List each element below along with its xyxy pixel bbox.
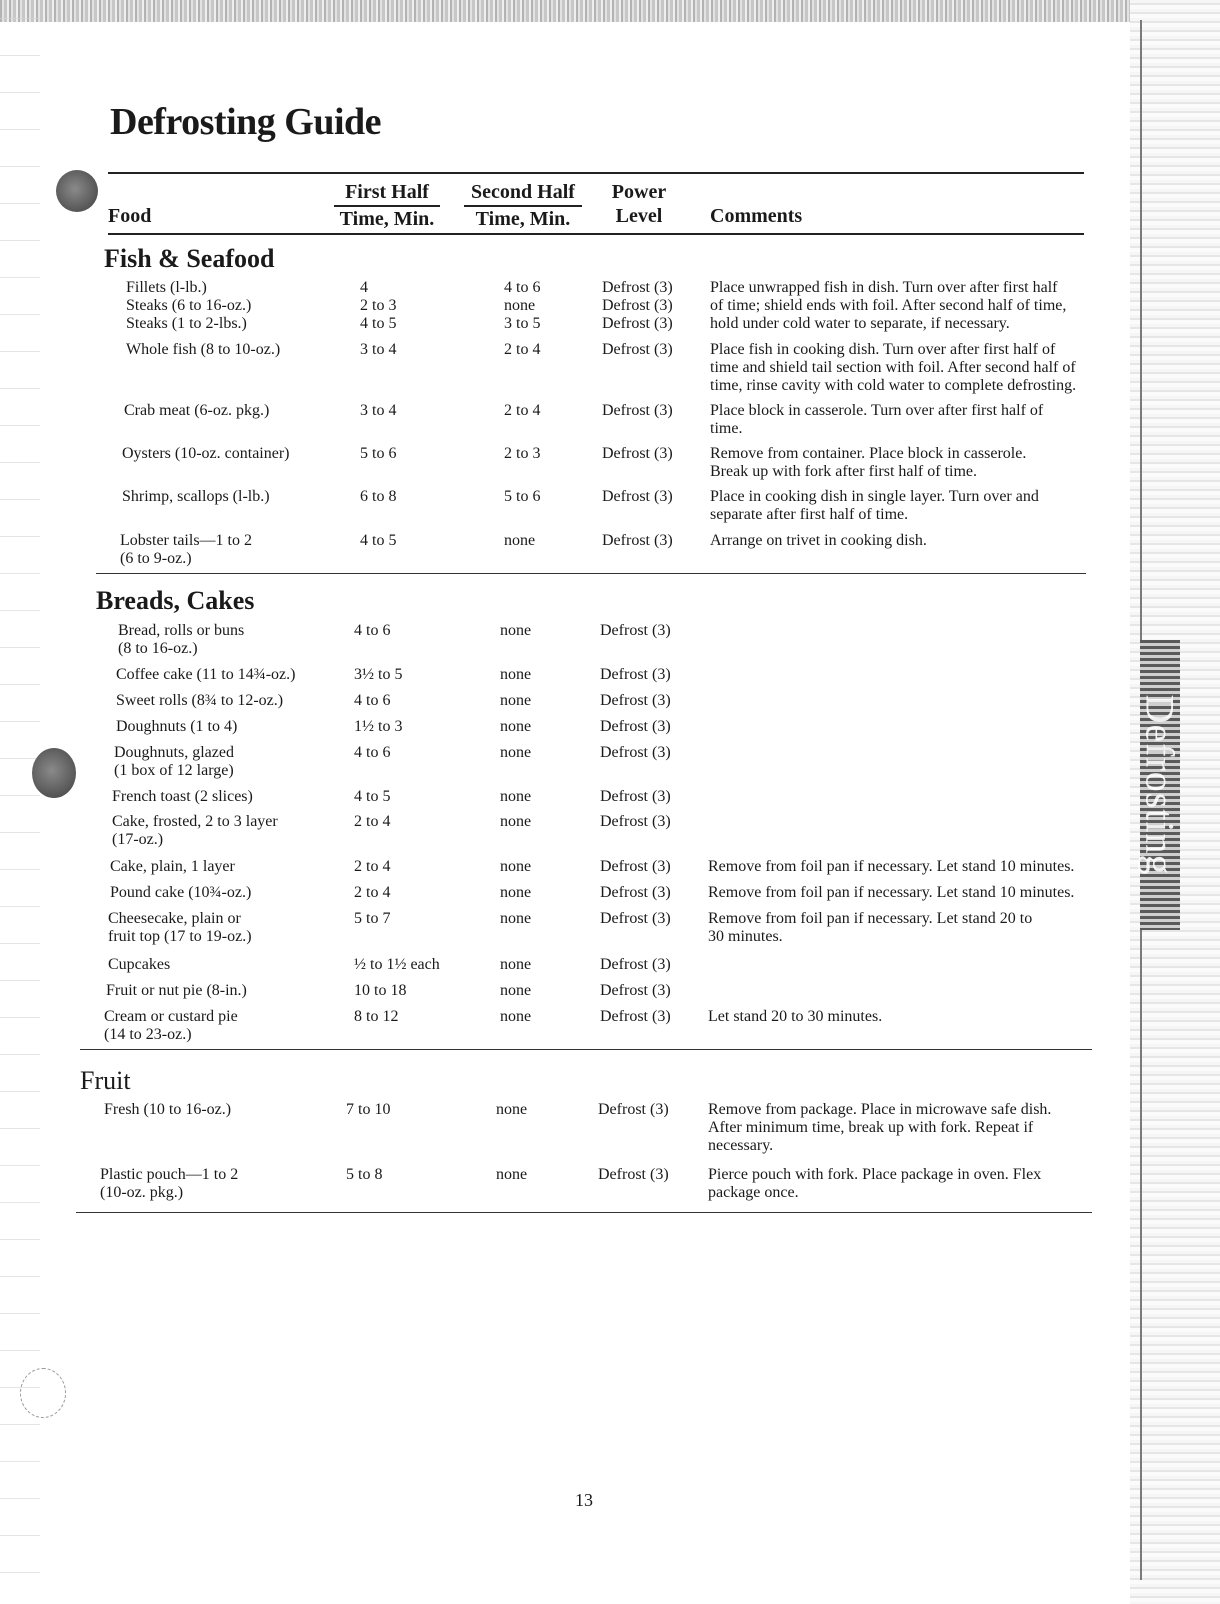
header-second-half <box>464 180 582 231</box>
power-level-cell: Defrost (3) <box>600 744 671 761</box>
first-half-time-cell: 5 to 7 <box>354 910 391 927</box>
page-title: Defrosting Guide <box>110 101 382 143</box>
first-half-time-cell: 8 to 12 <box>354 1008 399 1025</box>
header-bottom-rule <box>108 233 1084 235</box>
second-half-time-cell: 5 to 6 <box>504 488 541 505</box>
comment-cell: Pierce pouch with fork. Place package in oven. Flex package once. <box>708 1166 1042 1201</box>
section-divider-fish <box>96 573 1086 574</box>
header-food: Food <box>108 205 152 227</box>
food-cell: Shrimp, scallops (l-lb.) <box>122 488 270 505</box>
binder-hole-top <box>56 170 98 212</box>
food-cell: Whole fish (8 to 10-oz.) <box>126 341 281 358</box>
first-half-time-cell: 3½ to 5 <box>354 666 403 683</box>
second-half-time-cell: none <box>500 982 532 999</box>
second-half-time-cell: none <box>500 884 532 901</box>
second-half-time-cell: none <box>504 297 536 314</box>
comment-cell: Remove from foil pan if necessary. Let stand 20 to 30 minutes. <box>708 910 1033 945</box>
second-half-time-cell: none <box>500 744 532 761</box>
food-cell: Plastic pouch—1 to 2 (10-oz. pkg.) <box>100 1166 239 1201</box>
power-level-cell: Defrost (3) <box>602 341 673 358</box>
first-half-time-cell: 4 to 5 <box>360 315 397 332</box>
power-level-cell: Defrost (3) <box>602 445 673 462</box>
first-half-time-cell: ½ to 1½ each <box>354 956 440 973</box>
second-half-time-cell: none <box>496 1166 528 1183</box>
food-cell: Cupcakes <box>108 956 171 973</box>
binder-hole-middle <box>32 748 76 798</box>
second-half-time-cell: none <box>500 910 532 927</box>
comment-cell: Let stand 20 to 30 minutes. <box>708 1008 883 1025</box>
first-half-time-cell: 3 to 4 <box>360 341 397 358</box>
comment-cell: Place unwrapped fish in dish. Turn over after first half <box>710 279 1058 296</box>
second-half-time-cell: none <box>500 1008 532 1025</box>
power-level-cell: Defrost (3) <box>600 692 671 709</box>
comment-cell: Remove from foil pan if necessary. Let stand 10 minutes. <box>708 884 1075 901</box>
header-first-half-line1: First Half <box>334 180 440 207</box>
food-cell: Sweet rolls (8¾ to 12-oz.) <box>116 692 284 709</box>
power-level-cell: Defrost (3) <box>598 1101 669 1118</box>
first-half-time-cell: 2 to 4 <box>354 858 391 875</box>
second-half-time-cell: none <box>500 718 532 735</box>
power-level-cell: Defrost (3) <box>602 488 673 505</box>
second-half-time-cell: 4 to 6 <box>504 279 541 296</box>
first-half-time-cell: 4 to 6 <box>354 622 391 639</box>
section-divider-breads <box>80 1049 1092 1050</box>
header-second-half-line1: Second Half <box>464 180 582 207</box>
first-half-time-cell: 2 to 4 <box>354 884 391 901</box>
first-half-time-cell: 4 to 6 <box>354 692 391 709</box>
first-half-time-cell: 2 to 3 <box>360 297 397 314</box>
power-level-cell: Defrost (3) <box>600 622 671 639</box>
comment-cell: Place fish in cooking dish. Turn over after first half of time and shield tail section with foil. After second half of time, rinse cavity with cold water to complete defrosting. <box>710 341 1077 394</box>
power-level-cell: Defrost (3) <box>600 858 671 875</box>
header-comments: Comments <box>710 205 803 227</box>
second-half-time-cell: 2 to 3 <box>504 445 541 462</box>
food-cell: Fillets (l-lb.) <box>126 279 207 296</box>
second-half-time-cell: 2 to 4 <box>504 341 541 358</box>
comment-cell: hold under cold water to separate, if necessary. <box>710 315 1010 332</box>
header-power-line1: Power <box>611 181 667 203</box>
comment-cell: Arrange on trivet in cooking dish. <box>710 532 927 549</box>
power-level-cell: Defrost (3) <box>600 982 671 999</box>
comment-cell: Remove from container. Place block in casserole. Break up with fork after first half of time. <box>710 445 1027 480</box>
second-half-time-cell: none <box>500 813 532 830</box>
first-half-time-cell: 10 to 18 <box>354 982 407 999</box>
food-cell: Cream or custard pie (14 to 23-oz.) <box>104 1008 238 1043</box>
first-half-time-cell: 1½ to 3 <box>354 718 403 735</box>
edge-tab-label: Defrosting <box>1137 694 1183 876</box>
food-cell: Cake, frosted, 2 to 3 layer (17-oz.) <box>112 813 278 848</box>
second-half-time-cell: 3 to 5 <box>504 315 541 332</box>
table-bottom-rule <box>76 1212 1092 1213</box>
section-title-breads-cakes: Breads, Cakes <box>96 586 255 615</box>
food-cell: Steaks (1 to 2-lbs.) <box>126 315 247 332</box>
power-level-cell: Defrost (3) <box>602 279 673 296</box>
power-level-cell: Defrost (3) <box>600 956 671 973</box>
second-half-time-cell: none <box>500 666 532 683</box>
food-cell: Fruit or nut pie (8-in.) <box>106 982 247 999</box>
power-level-cell: Defrost (3) <box>600 884 671 901</box>
second-half-time-cell: none <box>500 692 532 709</box>
page-number: 13 <box>575 1490 593 1510</box>
power-level-cell: Defrost (3) <box>602 297 673 314</box>
power-level-cell: Defrost (3) <box>600 1008 671 1025</box>
comment-cell: Remove from package. Place in microwave safe dish. After minimum time, break up with fork. Repeat if necessary. <box>708 1101 1052 1154</box>
comment-cell: Remove from foil pan if necessary. Let stand 10 minutes. <box>708 858 1075 875</box>
food-cell: Crab meat (6-oz. pkg.) <box>124 402 270 419</box>
comment-cell: Place block in casserole. Turn over after first half of time. <box>710 402 1044 437</box>
comment-cell: of time; shield ends with foil. After second half of time, <box>710 297 1067 314</box>
section-title-fish-seafood: Fish & Seafood <box>104 244 275 273</box>
food-cell: Steaks (6 to 16-oz.) <box>126 297 252 314</box>
food-cell: Lobster tails—1 to 2 (6 to 9-oz.) <box>120 532 252 567</box>
second-half-time-cell: none <box>500 956 532 973</box>
first-half-time-cell: 2 to 4 <box>354 813 391 830</box>
power-level-cell: Defrost (3) <box>600 666 671 683</box>
scan-left-margin <box>0 0 40 1604</box>
first-half-time-cell: 4 <box>360 279 368 296</box>
header-second-half-line2: Time, Min. <box>475 208 571 230</box>
food-cell: Pound cake (10¾-oz.) <box>110 884 252 901</box>
second-half-time-cell: none <box>500 788 532 805</box>
power-level-cell: Defrost (3) <box>602 532 673 549</box>
first-half-time-cell: 7 to 10 <box>346 1101 391 1118</box>
first-half-time-cell: 4 to 6 <box>354 744 391 761</box>
second-half-time-cell: none <box>500 858 532 875</box>
first-half-time-cell: 5 to 8 <box>346 1166 383 1183</box>
first-half-time-cell: 4 to 5 <box>360 532 397 549</box>
food-cell: Doughnuts (1 to 4) <box>116 718 238 735</box>
second-half-time-cell: none <box>496 1101 528 1118</box>
food-cell: Cheesecake, plain or fruit top (17 to 19-oz.) <box>108 910 252 945</box>
food-cell: Oysters (10-oz. container) <box>122 445 290 462</box>
second-half-time-cell: none <box>504 532 536 549</box>
food-cell: Coffee cake (11 to 14¾-oz.) <box>116 666 296 683</box>
food-cell: French toast (2 slices) <box>112 788 253 805</box>
food-cell: Bread, rolls or buns (8 to 16-oz.) <box>118 622 245 657</box>
header-first-half-line2: Time, Min. <box>339 208 435 230</box>
second-half-time-cell: none <box>500 622 532 639</box>
food-cell: Fresh (10 to 16-oz.) <box>104 1101 232 1118</box>
first-half-time-cell: 5 to 6 <box>360 445 397 462</box>
header-power-level <box>604 180 674 228</box>
second-half-time-cell: 2 to 4 <box>504 402 541 419</box>
power-level-cell: Defrost (3) <box>598 1166 669 1183</box>
header-top-rule <box>108 172 1084 174</box>
power-level-cell: Defrost (3) <box>600 718 671 735</box>
section-title-fruit: Fruit <box>80 1066 131 1095</box>
header-power-line2: Level <box>615 205 663 227</box>
first-half-time-cell: 6 to 8 <box>360 488 397 505</box>
food-cell: Cake, plain, 1 layer <box>110 858 235 875</box>
first-half-time-cell: 3 to 4 <box>360 402 397 419</box>
binder-hole-bottom <box>20 1368 66 1418</box>
scan-top-band <box>0 0 1220 22</box>
power-level-cell: Defrost (3) <box>600 788 671 805</box>
power-level-cell: Defrost (3) <box>600 813 671 830</box>
power-level-cell: Defrost (3) <box>602 315 673 332</box>
power-level-cell: Defrost (3) <box>600 910 671 927</box>
power-level-cell: Defrost (3) <box>602 402 673 419</box>
comment-cell: Place in cooking dish in single layer. Turn over and separate after first half of time. <box>710 488 1039 523</box>
food-cell: Doughnuts, glazed (1 box of 12 large) <box>114 744 234 779</box>
header-first-half <box>334 180 440 231</box>
first-half-time-cell: 4 to 5 <box>354 788 391 805</box>
